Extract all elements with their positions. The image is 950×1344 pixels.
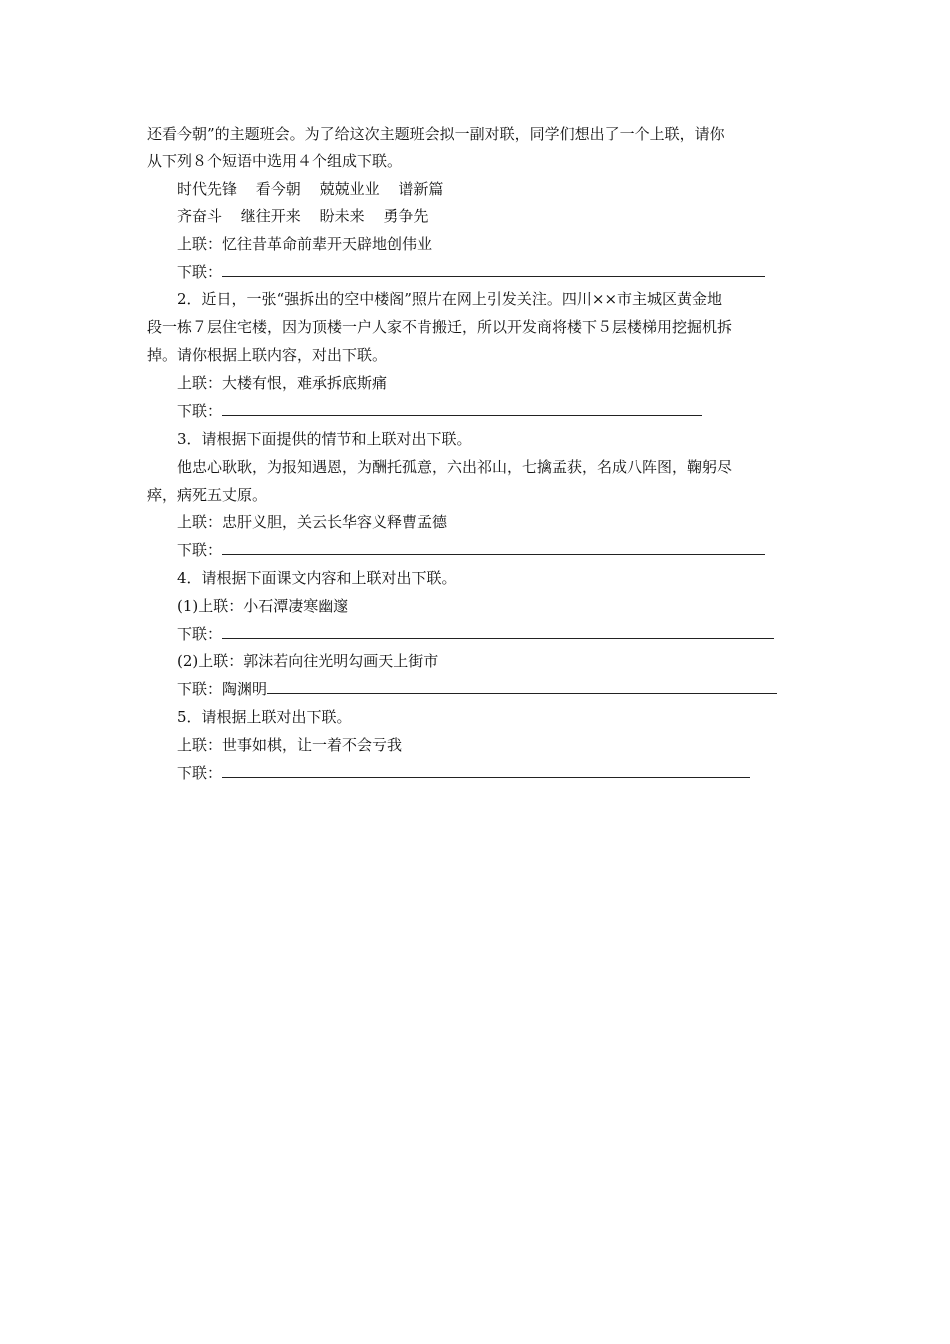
q5-upper-couplet: 上联：世事如棋，让一着不会亏我: [177, 736, 403, 754]
lower-label: 下联：: [177, 263, 223, 281]
q4-sub2-upper: (2)上联：郭沫若向往光明勾画天上街市: [177, 652, 439, 670]
q4-title: 4．请根据下面课文内容和上联对出下联。: [177, 569, 457, 587]
intro-line-2: 从下列８个短语中选用４个组成下联。: [147, 152, 403, 170]
phrase-row-1: [177, 179, 443, 199]
phrase: 盼未来: [319, 207, 365, 225]
q1-answer-blank[interactable]: [222, 262, 765, 277]
q5-answer-blank[interactable]: [222, 763, 750, 778]
q3-answer-blank[interactable]: [222, 540, 765, 555]
q4-sub1-lower: [177, 624, 774, 644]
phrase: 兢兢业业: [319, 180, 380, 198]
lower-label: 下联：: [177, 625, 223, 643]
q5-title: 5．请根据上联对出下联。: [177, 708, 352, 726]
lower-label: 下联：: [177, 764, 223, 782]
lower-label: 下联：陶渊明: [177, 680, 268, 698]
phrase-row-2: [177, 206, 428, 226]
q3-story-line-1: 他忠心耿耿，为报知遇恩，为酬托孤意，六出祁山，七擒孟获，名成八阵图，鞠躬尽: [177, 458, 733, 476]
intro-line-1: 还看今朝”的主题班会。为了给这次主题班会拟一副对联，同学们想出了一个上联，请你: [147, 125, 725, 143]
q4-sub2-answer-blank[interactable]: [267, 679, 777, 694]
phrase: 看今朝: [255, 180, 301, 198]
phrase: 齐奋斗: [177, 207, 223, 225]
q2-line-3: 掉。请你根据上联内容，对出下联。: [147, 346, 388, 364]
phrase: 谱新篇: [398, 180, 444, 198]
q4-sub1-answer-blank[interactable]: [222, 624, 774, 639]
phrase: 时代先锋: [177, 180, 238, 198]
q2-line-2: 段一栋７层住宅楼，因为顶楼一户人家不肯搬迁，所以开发商将楼下５层楼梯用挖掘机拆: [147, 318, 733, 336]
q2-upper-couplet: 上联：大楼有恨，难承拆底斯痛: [177, 374, 388, 392]
q3-title: 3．请根据下面提供的情节和上联对出下联。: [177, 430, 472, 448]
q3-upper-couplet: 上联：忠肝义胆，关云长华容义释曹孟德: [177, 513, 448, 531]
q1-upper-couplet: 上联：忆往昔革命前辈开天辟地创伟业: [177, 235, 433, 253]
q2-answer-blank[interactable]: [222, 401, 702, 416]
q4-sub1-upper: (1)上联：小石潭凄寒幽邃: [177, 597, 349, 615]
q1-lower-couplet: [177, 262, 765, 282]
q2-lower-couplet: [177, 401, 702, 421]
q4-sub2-lower: [177, 679, 777, 699]
lower-label: 下联：: [177, 402, 223, 420]
q2-line-1: 2．近日，一张“强拆出的空中楼阁”照片在网上引发关注。四川××市主城区黄金地: [177, 290, 723, 308]
q5-lower-couplet: [177, 763, 750, 783]
phrase: 勇争先: [383, 207, 429, 225]
q3-story-line-2: 瘁，病死五丈原。: [147, 486, 268, 504]
lower-label: 下联：: [177, 541, 223, 559]
phrase: 继往开来: [240, 207, 301, 225]
q3-lower-couplet: [177, 540, 765, 560]
